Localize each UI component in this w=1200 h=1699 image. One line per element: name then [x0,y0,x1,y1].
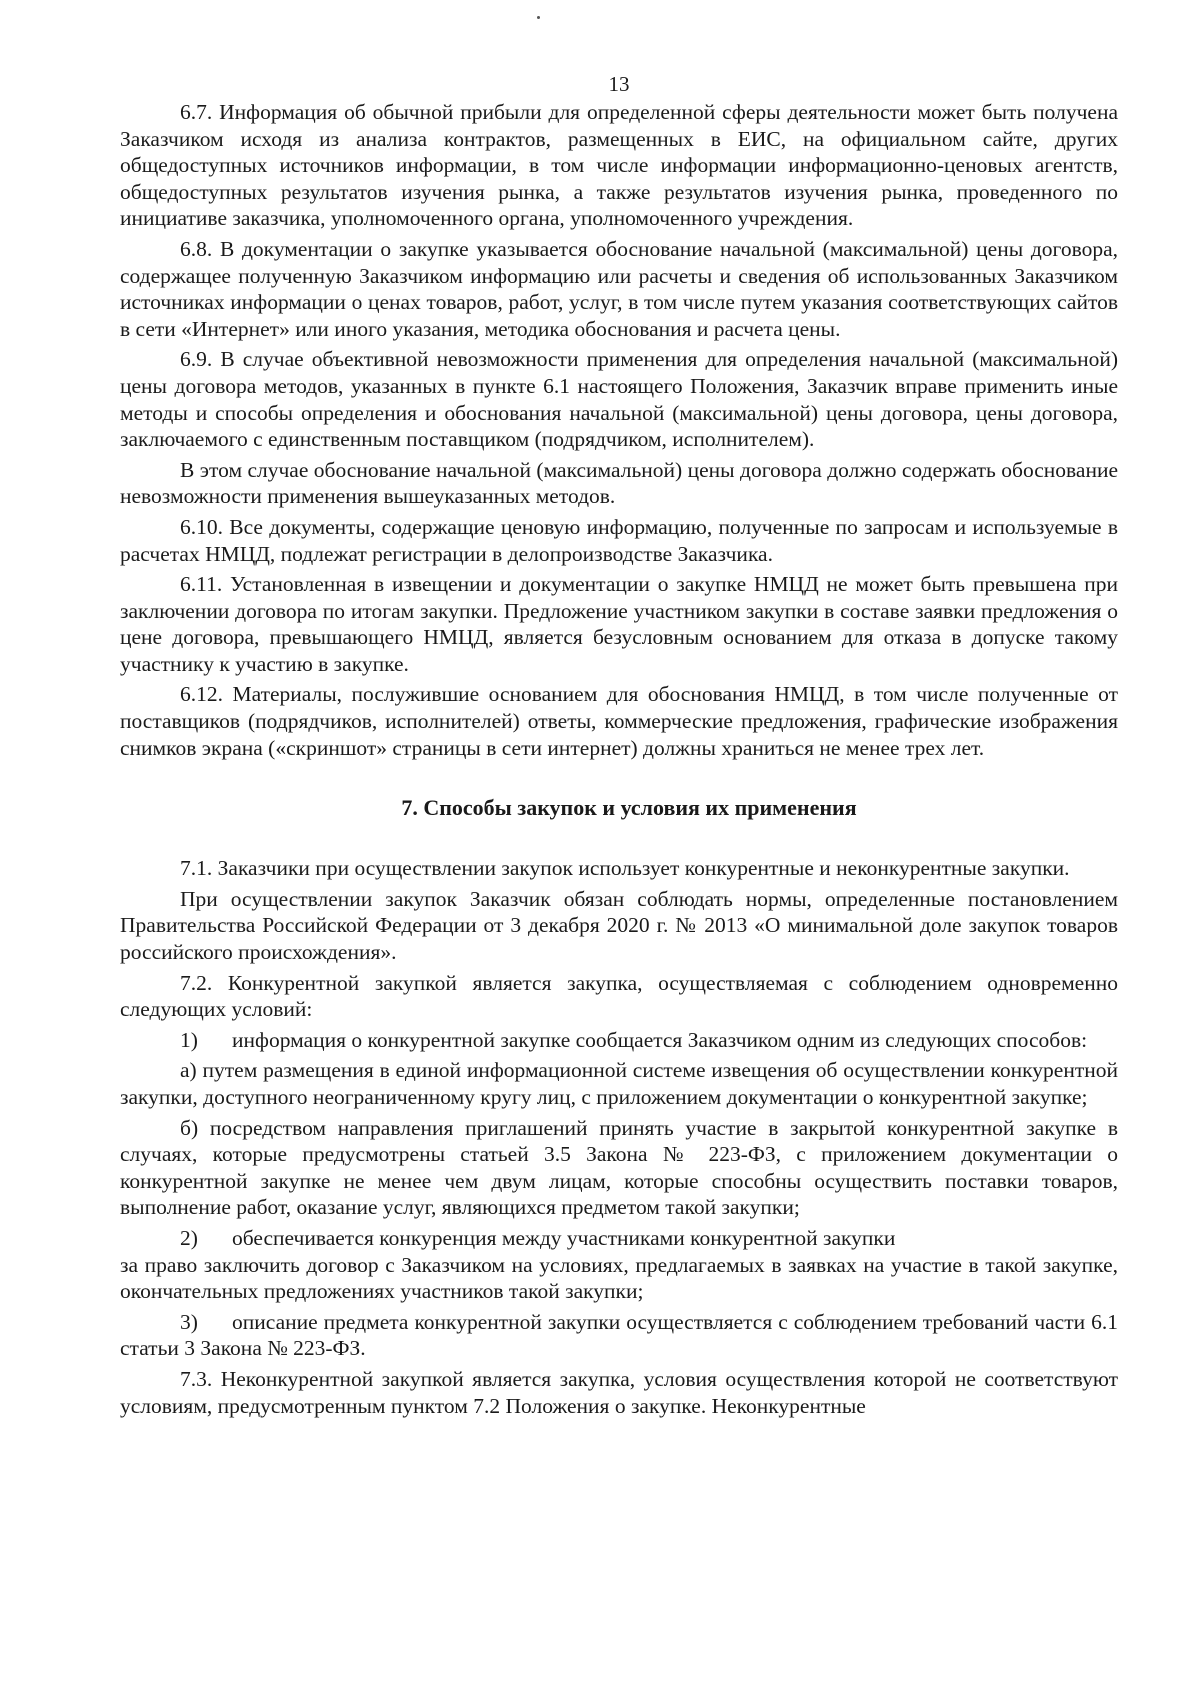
list-item-1a: а) путем размещения в единой информационной системе извещения об осуществлении конкурентной закупки, доступного неограниченному кругу лиц, с приложением документации о конкурентной закупке; [120,1058,1118,1109]
list-item-1b: б) посредством направления приглашений принять участие в закрытой конкурентной закупке в случаях, которые предусмотрены статьей 3.5 Закона № 223-ФЗ, с приложением документации о конкурентной закупке не менее чем двум лицам, которые способны осуществить поставки товаров, выполнение работ, оказание услуг, являющихся предметом такой закупки; [120,1115,1118,1220]
paragraph-6-7: 6.7. Информация об обычной прибыли для определенной сферы деятельности может быть получена Заказчиком исходя из анализа контрактов, размещенных в ЕИС, на официальном сайте, других общедоступных источников информации, в том числе информации информационно-ценовых агентств, общедоступных результатов изучения рынка, а также результатов изучения рынка, проведенного по инициативе заказчика, уполномоченного органа, уполномоченного учреждения. [120,100,1118,231]
paragraph-6-8: 6.8. В документации о закупке указывается обоснование начальной (максимальной) цены договора, содержащее полученную Заказчиком информацию или расчеты и сведения об использованных Заказчиком источниках информации о ценах товаров, работ, услуг, в том числе путем указания соответствующих сайтов в сети «Интернет» или иного указания, методика обоснования и расчета цены. [120,236,1118,341]
paragraph-6-9: 6.9. В случае объективной невозможности применения для определения начальной (максимальной) цены договора методов, указанных в пункте 6.1 настоящего Положения, Заказчик вправе применить иные методы и способы определения и обоснования начальной (максимальной) цены договора, цены договора, заключаемого с единственным поставщиком (подрядчиком, исполнителем). [120,347,1118,452]
paragraph-7-2: 7.2. Конкурентной закупкой является закупка, осуществляемая с соблюдением одновременно следующих условий: [120,970,1118,1022]
paragraph-6-11: 6.11. Установленная в извещении и документации о закупке НМЦД не может быть превышена при заключении договора по итогам закупки. Предложение участником закупки в составе заявки предложения о цене договора, превышающего НМЦД, является безусловным основанием для отказа в допуске такому участнику к участию в закупке. [120,572,1118,676]
paragraph-6-9-cont: В этом случае обоснование начальной (максимальной) цены договора должно содержать обоснование невозможности применения вышеуказанных методов. [120,457,1118,509]
list-item-1 [120,1027,1118,1054]
list-item-3-text: описание предмета конкурентной закупки осуществляется с соблюдением требований части 6.1 статьи 3 Закона № 223-ФЗ. [120,1309,1118,1361]
paragraph-7-1-cont: При осуществлении закупок Заказчик обязан соблюдать нормы, определенные постановлением Правительства Российской Федерации от 3 декабря 2020 г. № 2013 «О минимальной доле закупок товаров российского происхождения». [120,886,1118,965]
list-item-2-text: обеспечивается конкуренция между участниками конкурентной закупки [232,1225,896,1250]
scan-speck [537,16,540,19]
paragraph-6-12: 6.12. Материалы, послужившие основанием для обоснования НМЦД, в том числе полученные от поставщиков (подрядчиков, исполнителей) ответы, коммерческие предложения, графические изображения снимков экрана («скриншот» страницы в сети интернет) должны храниться не менее трех лет. [120,682,1118,760]
paragraph-7-3: 7.3. Неконкурентной закупкой является закупка, условия осуществления которой не соответствуют условиям, предусмотренным пунктом 7.2 Положения о закупке. Неконкурентные [120,1366,1118,1418]
page-number: 13 [608,72,630,96]
list-item-3 [120,1309,1118,1362]
paragraph-6-10: 6.10. Все документы, содержащие ценовую информацию, полученные по запросам и используемые в расчетах НМЦД, подлежат регистрации в делопроизводстве Заказчика. [120,514,1118,566]
paragraph-7-1: 7.1. Заказчики при осуществлении закупок использует конкурентные и неконкурентные закупки. [180,856,1070,881]
list-item-2-cont: за право заключить договор с Заказчиком на условиях, предлагаемых в заявках на участие в такой закупке, окончательных предложениях участников такой закупки; [120,1252,1118,1304]
list-marker-2: 2) [180,1225,198,1250]
list-item-2 [120,1225,1118,1252]
list-marker-3: 3) [180,1309,198,1334]
section-7-heading: 7. Способы закупок и условия их применения [401,795,857,821]
list-marker-1: 1) [180,1027,198,1052]
list-item-1-text: информация о конкурентной закупке сообщается Заказчиком одним из следующих способов: [232,1027,1088,1052]
